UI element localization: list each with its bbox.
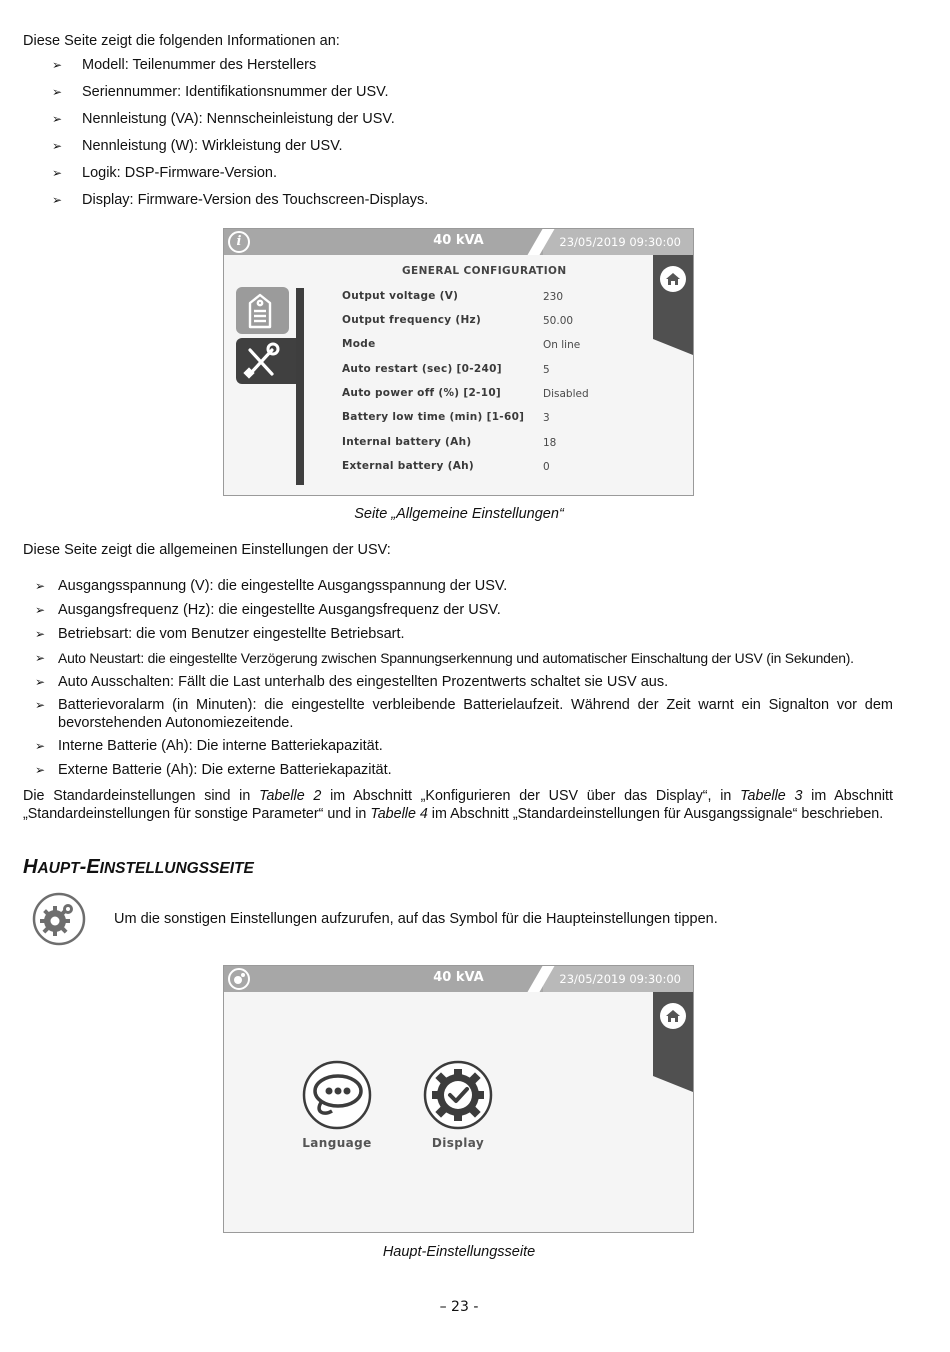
config-value[interactable]: 50.00 (543, 315, 574, 327)
screen-topbar (224, 966, 693, 992)
bullet-icon: ➢ (52, 112, 63, 126)
heading-part: - (79, 856, 87, 878)
bullet-icon: ➢ (35, 739, 46, 753)
config-label: External battery (Ah) (342, 460, 475, 472)
page-number: – 23 - (439, 1299, 479, 1315)
list-item-text: Logik: DSP-Firmware-Version. (82, 165, 277, 181)
list-item-text: Nennleistung (W): Wirkleistung der USV. (82, 138, 343, 154)
list-item-text: Betriebsart: die vom Benutzer eingestellte Betriebsart. (58, 626, 405, 642)
datetime-label: 23/05/2019 09:30:00 (543, 966, 693, 992)
table-ref: Tabelle 3 (740, 788, 803, 804)
bullet-icon: ➢ (35, 603, 46, 617)
config-value[interactable]: Disabled (543, 388, 589, 400)
config-label: Auto restart (sec) [0-240] (342, 363, 502, 375)
defaults-text: im Abschnitt „Standardeinstellungen für Ausgangssignale“ beschrieben. (427, 805, 884, 822)
settings-intro: Diese Seite zeigt die allgemeinen Einstellungen der USV: (23, 542, 391, 558)
list-item-text: Nennleistung (VA): Nennscheinleistung der USV. (82, 111, 395, 127)
heading-part: INSTELLUNGSSEITE (99, 860, 254, 877)
table-ref: Tabelle 4 (370, 805, 428, 822)
config-value[interactable]: 18 (543, 437, 557, 449)
list-item-text: Seriennummer: Identifikationsnummer der USV. (82, 84, 389, 100)
kva-label: 40 kVA (433, 233, 484, 248)
bullet-icon: ➢ (35, 675, 46, 689)
home-icon[interactable] (660, 266, 686, 292)
config-label: Output frequency (Hz) (342, 314, 482, 326)
bullet-icon: ➢ (35, 627, 46, 641)
list-item-text: Display: Firmware-Version des Touchscreen-Displays. (82, 192, 429, 208)
list-item-text: Externe Batterie (Ah): Die externe Batteriekapazität. (58, 762, 392, 778)
bullet-icon: ➢ (52, 139, 63, 153)
heading-part: H (23, 856, 38, 878)
defaults-text: Die Standardeinstellungen sind in (23, 788, 260, 804)
list-item-text: Interne Batterie (Ah): Die interne Batteriekapazität. (58, 738, 383, 754)
config-label: Internal battery (Ah) (342, 436, 472, 448)
config-value[interactable]: 5 (543, 364, 550, 376)
section-heading (23, 856, 254, 879)
config-value[interactable]: 0 (543, 461, 550, 473)
language-speech-icon (302, 1060, 372, 1130)
language-button[interactable] (302, 1060, 372, 1130)
main-settings-gear-icon (32, 892, 86, 946)
language-label[interactable]: Language (302, 1136, 372, 1150)
kva-label: 40 kVA (433, 970, 484, 985)
settings-tab-button[interactable] (236, 338, 296, 384)
bullet-icon: ➢ (35, 763, 46, 777)
bullet-icon: ➢ (35, 698, 46, 712)
intro-text: Diese Seite zeigt die folgenden Informationen an: (23, 33, 340, 49)
defaults-text: im Abschnitt „Standardeinstellungen für sonstige Parameter“ und in (23, 788, 893, 822)
info-icon[interactable]: i (228, 231, 250, 253)
bullet-icon: ➢ (52, 166, 63, 180)
list-item-text: Auto Neustart: die eingestellte Verzögerung zwischen Spannungserkennung und automatischer Einschaltung der USV (in Sekunden). (58, 650, 854, 666)
heading-part: E (86, 856, 100, 878)
info-tab-button[interactable] (236, 287, 289, 334)
defaults-paragraph (23, 788, 893, 823)
home-icon[interactable] (660, 1003, 686, 1029)
config-value[interactable]: 230 (543, 291, 564, 303)
caption-main-settings: Haupt-Einstellungsseite (382, 1244, 536, 1260)
list-item-text: Modell: Teilenummer des Herstellers (82, 57, 317, 73)
list-item-text: Ausgangsspannung (V): die eingestellte Ausgangsspannung der USV. (58, 578, 508, 594)
general-config-screen (223, 228, 694, 496)
screen-topbar (224, 229, 693, 255)
config-value[interactable]: 3 (543, 412, 550, 424)
config-label: Output voltage (V) (342, 290, 459, 302)
config-value[interactable]: On line (543, 339, 581, 351)
config-label: Auto power off (%) [2-10] (342, 387, 502, 399)
bullet-icon: ➢ (52, 58, 63, 72)
bullet-icon: ➢ (35, 579, 46, 593)
bullet-icon: ➢ (52, 193, 63, 207)
main-settings-screen (223, 965, 694, 1233)
tab-rail (296, 288, 304, 485)
list-item-text: Batterievoralarm (in Minuten): die eingestellte verbleibende Batterielaufzeit. Während der Zeit warnt ein Signalton vor dem bevorstehenden Autonomiezeitende. (58, 697, 893, 731)
table-ref: Tabelle 2 (259, 788, 322, 804)
config-label: Battery low time (min) [1-60] (342, 411, 525, 423)
display-label[interactable]: Display (431, 1136, 485, 1150)
heading-part: AUPT (37, 860, 80, 877)
display-button[interactable] (423, 1060, 493, 1130)
datetime-label: 23/05/2019 09:30:00 (543, 229, 693, 255)
bullet-icon: ➢ (35, 651, 46, 665)
list-item-text: Auto Ausschalten: Fällt die Last unterhalb des eingestellten Prozentwerts schaltet sie USV aus. (58, 674, 669, 690)
defaults-text: im Abschnitt „Konfigurieren der USV über das Display“, in (321, 788, 741, 804)
caption-general-settings: Seite „Allgemeine Einstellungen“ (354, 506, 564, 522)
list-item-text: Ausgangsfrequenz (Hz): die eingestellte Ausgangsfrequenz der USV. (58, 602, 501, 618)
section-title: GENERAL CONFIGURATION (402, 265, 567, 277)
bullet-icon: ➢ (52, 85, 63, 99)
display-gear-check-icon (423, 1060, 493, 1130)
config-label: Mode (342, 338, 376, 350)
main-settings-text: Um die sonstigen Einstellungen aufzurufen, auf das Symbol für die Haupteinstellungen tippen. (114, 911, 718, 927)
